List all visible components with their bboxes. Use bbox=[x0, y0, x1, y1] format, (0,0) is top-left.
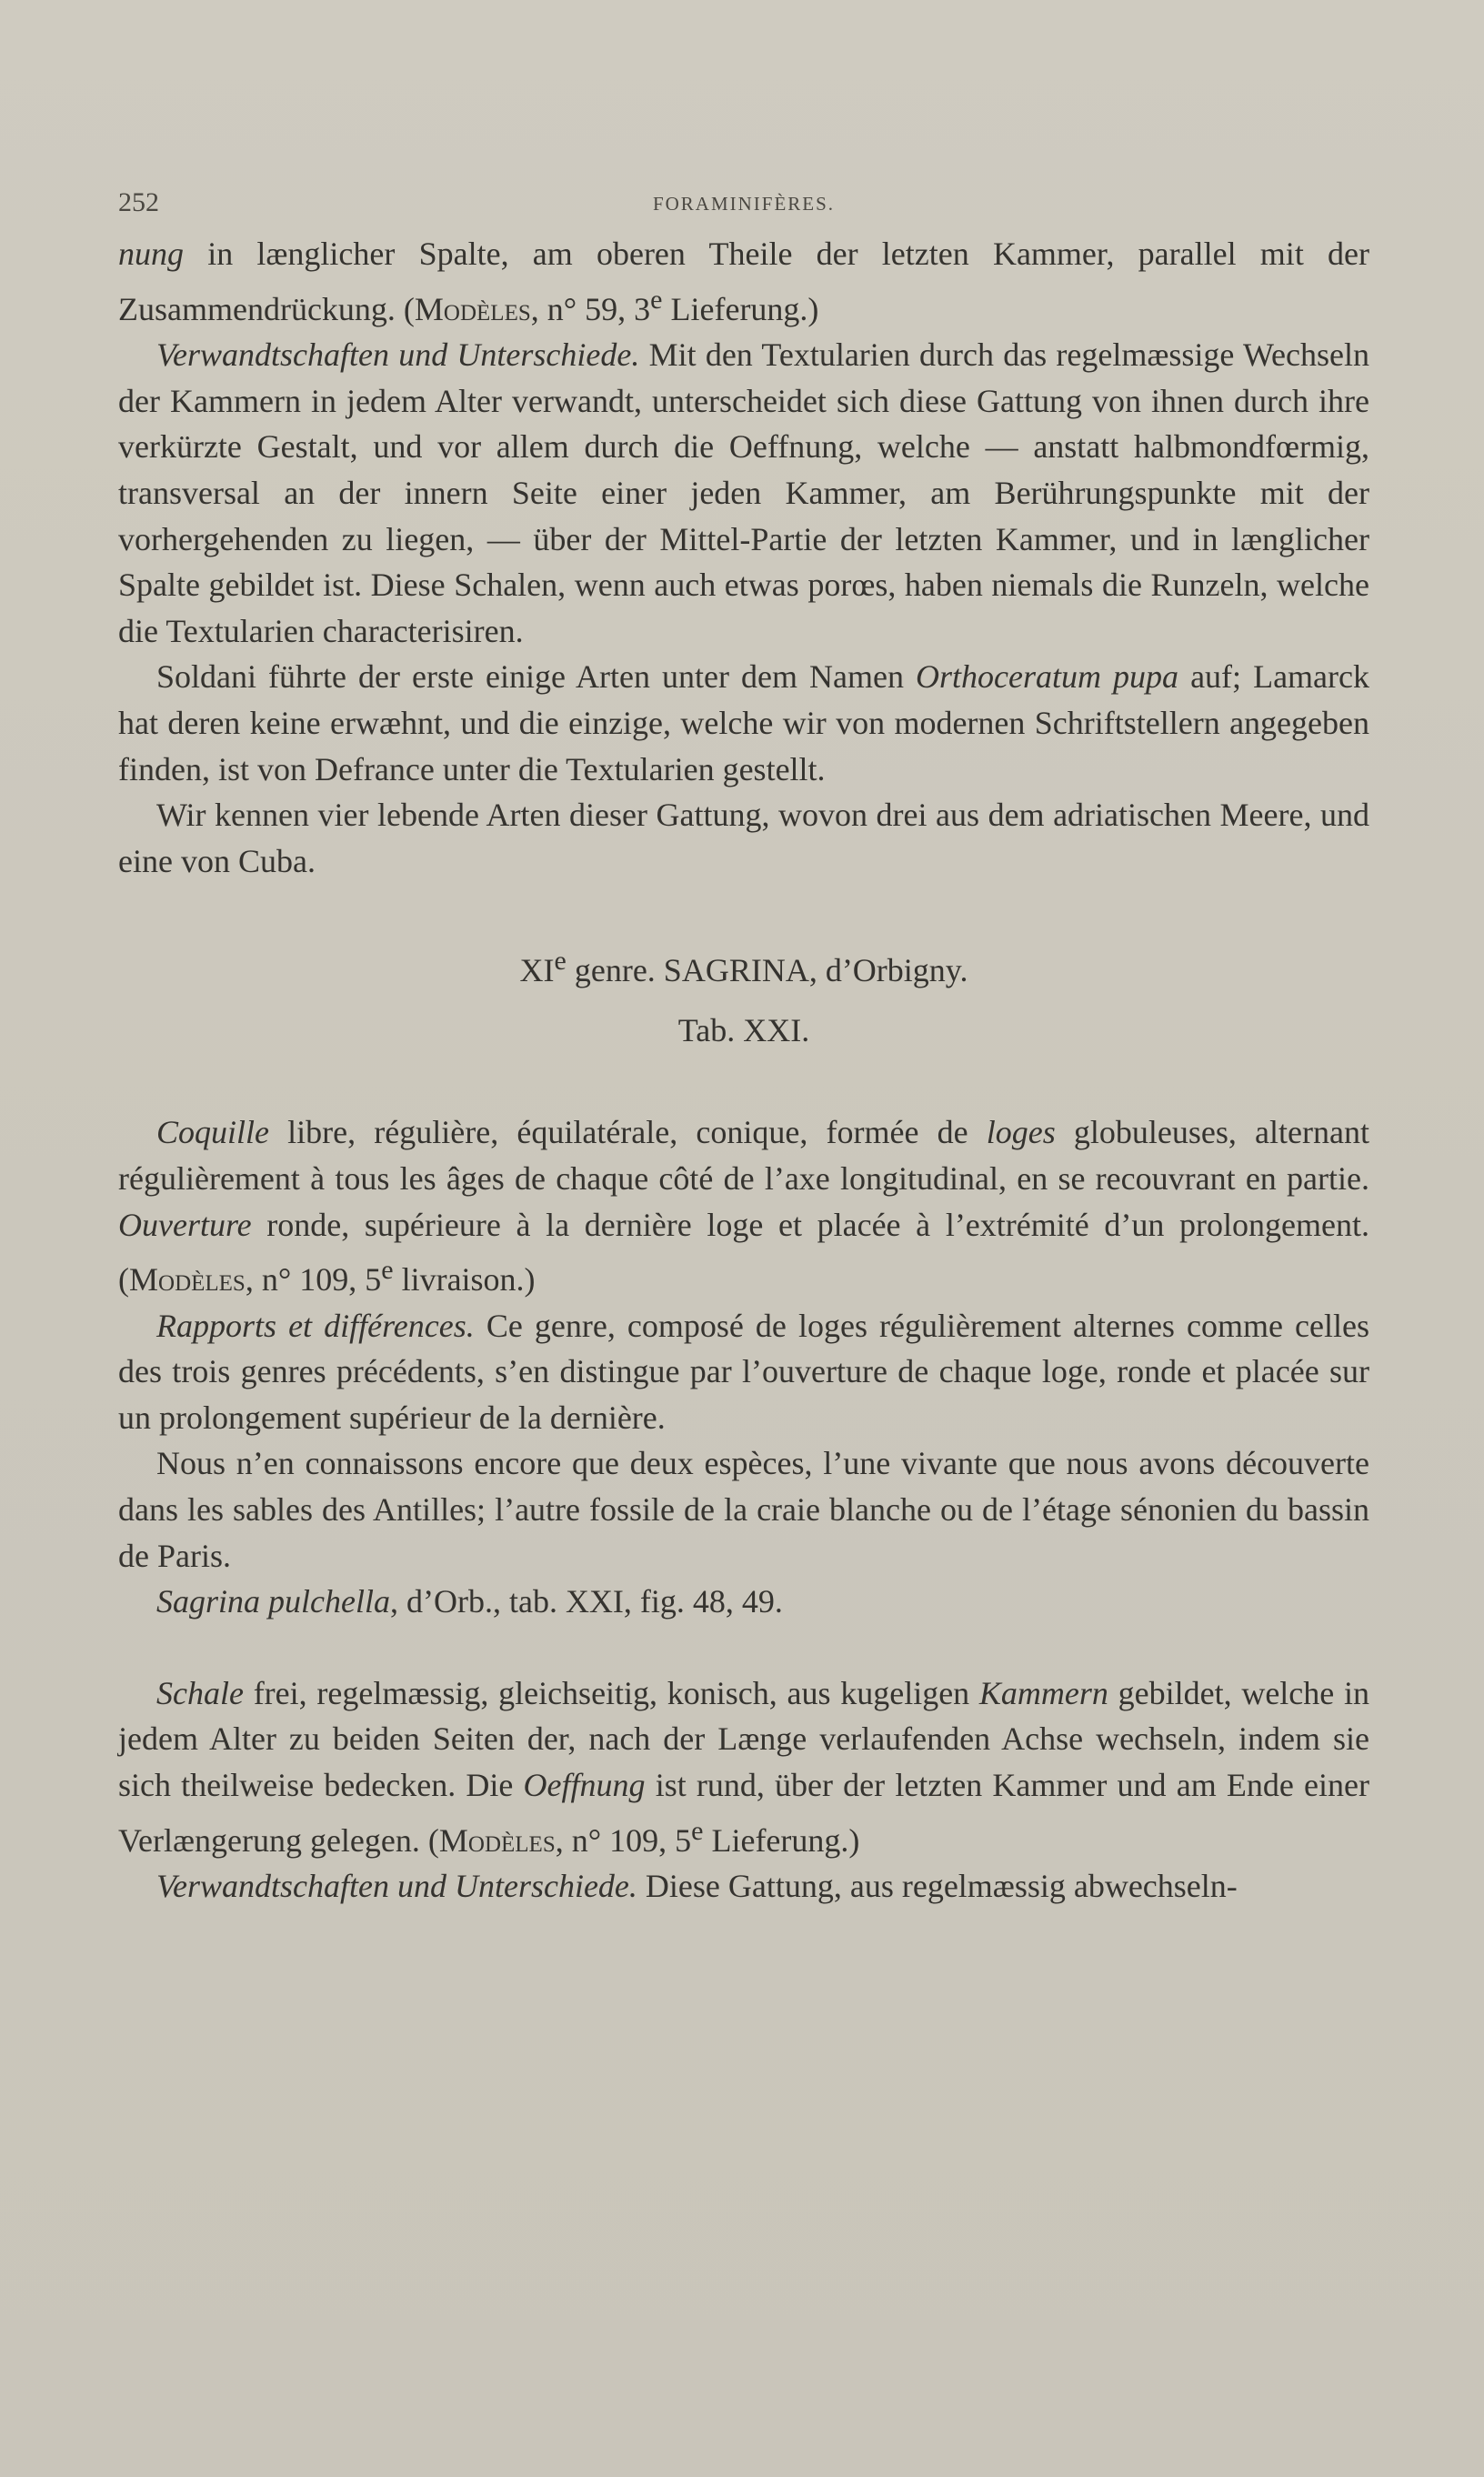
plate-heading: Tab. XXI. bbox=[677, 1012, 810, 1049]
modeles-reference: Modèles bbox=[414, 290, 531, 327]
section-lead: Verwandtschaften und Unterschiede. bbox=[156, 1868, 637, 1905]
paragraph-french-description: Coquille libre, régulière, équilatérale, conique, formée de loges globuleuses, alternant régulièrement à tous les âges de chaque côté de l’axe longitudinal, en se recouvrant en partie. Ouverture ronde, supérieure à la dernière loge et placée à l’extrémité d’un prolongement. (Modèles, n° 109, 5e livraison.) bbox=[118, 1114, 1369, 1299]
page-number: 252 bbox=[118, 187, 159, 217]
modeles-reference: Modèles bbox=[438, 1821, 556, 1859]
body-text bbox=[118, 231, 1369, 1910]
paragraph-german-history: Soldani führte der erste einige Arten unter dem Namen Orthoceratum pupa auf; Lamarck hat deren keine erwæhnt, und die einzige, welche wir von modernen Schriftstellern angegeben finden, ist von Defrance unter die Textularien gestellt. bbox=[118, 658, 1369, 787]
paragraph-german-affinities-2: Verwandtschaften und Unterschiede. Diese Gattung, aus regelmæssig abwechseln- bbox=[156, 1868, 1238, 1905]
species-name: Orthoceratum pupa bbox=[916, 658, 1179, 696]
running-head bbox=[118, 187, 1369, 215]
species-name: Sagrina pulchella bbox=[156, 1583, 390, 1620]
paragraph-french-species: Nous n’en connaissons encore que deux espèces, l’une vivante que nous avons découverte dans les sables des Antilles; l’autre fossile de la craie blanche ou de l’étage sénonien du bassin de Paris. bbox=[118, 1445, 1369, 1574]
section-lead: Verwandtschaften und Unterschiede. bbox=[156, 336, 640, 374]
italic-term: nung bbox=[118, 236, 184, 272]
paragraph-german-affinities: Verwandtschaften und Unterschiede. Mit den Textularien durch das regelmæssige Wechseln der Kammern in jedem Alter verwandt, unterscheidet sich diese Gattung von ihnen durch ihre verkürzte Gestalt, und vor allem durch die Oeffnung, welche — anstatt halbmondfœrmig, transversal an der innern Seite einer jeden Kammer, am Berührungspunkte mit der vorhergehenden zu liegen, — über der Mittel-Partie der letzten Kammer, und in længlicher Spalte gebildet ist. Diese Schalen, wenn auch etwas porœs, haben niemals die Runzeln, welche die Textularien characterisiren. bbox=[118, 336, 1369, 649]
modeles-reference: Modèles bbox=[129, 1261, 246, 1299]
species-entry: Sagrina pulchella, d’Orb., tab. XXI, fig. 48, 49. bbox=[156, 1583, 783, 1620]
paragraph-german-description: Schale frei, regelmæssig, gleichseitig, konisch, aus kugeligen Kammern gebildet, welche in jedem Alter zu beiden Seiten der, nach der Længe verlaufenden Achse wechseln, indem sie sich theilweise bedecken. Die Oeffnung ist rund, über der letzten Kammer und am Ende einer Verlængerung gelegen. (Modèles, n° 109, 5e Lieferung.) bbox=[118, 1674, 1369, 1859]
paragraph-german-opening: nung in længlicher Spalte, am oberen Theile der letzten Kammer, parallel mit der Zusammendrückung. (Modèles, n° 59, 3e Lieferung.) bbox=[118, 236, 1369, 327]
paragraph-french-affinities: Rapports et différences. Ce genre, composé de loges régulièrement alternes comme celles des trois genres précédents, s’en distingue par l’ouverture de chaque loge, ronde et placée sur un prolongement supérieur de la dernière. bbox=[118, 1307, 1369, 1436]
running-title: FORAMINIFÈRES. bbox=[652, 193, 836, 215]
paragraph-german-species-count: Wir kennen vier lebende Arten dieser Gattung, wovon drei aus dem adriatischen Meere, und eine von Cuba. bbox=[118, 797, 1369, 879]
section-lead: Rapports et différences. bbox=[156, 1307, 475, 1344]
genre-heading: XIe genre. SAGRINA, d’Orbigny. bbox=[519, 946, 968, 989]
